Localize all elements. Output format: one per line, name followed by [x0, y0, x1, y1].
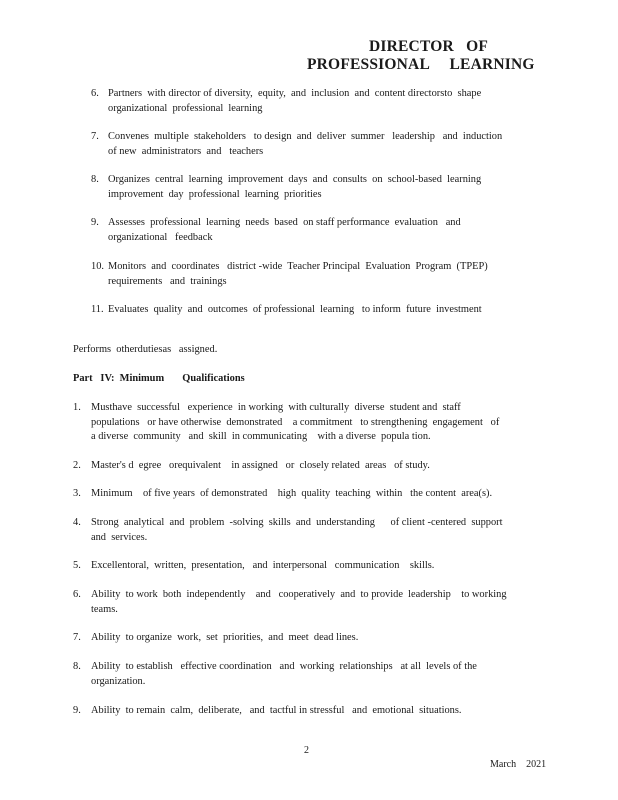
- footer-date: March 2021: [490, 759, 547, 770]
- item-line: organizational professional learning: [108, 102, 263, 114]
- item-line: Monitors and coordinates district -wide Teacher Principal Evaluation Program (TPEP): [108, 261, 488, 272]
- item-number: 5.: [73, 560, 81, 571]
- item-line: Ability to organize work, set priorities, and meet dead lines.: [91, 632, 359, 643]
- item-line: Ability to remain calm, deliberate, and tactful in stressful and emotional situations.: [91, 705, 462, 716]
- list-item: [73, 704, 462, 762]
- item-number: 2.: [73, 460, 81, 471]
- document-title-line-2: PROFESSIONAL LEARNING: [307, 56, 535, 73]
- item-line: Musthave successful experience in working with culturally diverse student and staff: [91, 402, 461, 413]
- item-line: and services.: [91, 531, 148, 543]
- item-number: 6.: [91, 88, 99, 99]
- item-number: 9.: [73, 705, 81, 716]
- item-line: organization.: [91, 675, 146, 687]
- other-duties-text: Performs otherdutiesas assigned.: [73, 344, 218, 355]
- item-line: a diverse community and skill in communicating with a diverse popula tion.: [91, 431, 431, 442]
- item-number: 6.: [73, 589, 81, 600]
- item-line: Assesses professional learning needs based on staff performance evaluation and: [108, 217, 461, 228]
- item-number: 7.: [73, 632, 81, 643]
- page-number: 2: [304, 745, 309, 756]
- item-line: Master's d egree orequivalent in assigned or closely related areas of study.: [91, 460, 430, 471]
- item-line: improvement day professional learning priorities: [108, 188, 322, 200]
- item-line: Ability to establish effective coordination and working relationships at all levels of the: [91, 661, 477, 672]
- document-title-line-1: DIRECTOR OF: [369, 38, 489, 55]
- item-line: of new administrators and teachers: [108, 145, 264, 157]
- item-number: 10.: [91, 261, 104, 272]
- item-number: 3.: [73, 488, 81, 499]
- section-heading-part-iv: Part IV: Minimum Qualifications: [73, 373, 245, 384]
- item-line: populations or have otherwise demonstrated a commitment to strengthening engagement of: [91, 416, 500, 428]
- item-number: 4.: [73, 517, 81, 528]
- item-line: Convenes multiple stakeholders to design and deliver summer leadership and induction: [108, 131, 503, 142]
- item-line: Ability to work both independently and cooperatively and to provide leadership to working: [91, 589, 507, 600]
- item-line: Strong analytical and problem -solving skills and understanding of client -centered support: [91, 517, 503, 528]
- item-line: Organizes central learning improvement days and consults on school-based learning: [108, 174, 482, 185]
- item-number: 7.: [91, 131, 99, 142]
- item-number: 11.: [91, 304, 104, 315]
- item-line: organizational feedback: [108, 231, 213, 243]
- item-line: Excellentoral, written, presentation, and interpersonal communication skills.: [91, 560, 435, 571]
- item-number: 8.: [91, 174, 99, 185]
- item-line: requirements and trainings: [108, 275, 227, 287]
- item-line: Minimum of five years of demonstrated high quality teaching within the content area(s).: [91, 488, 493, 499]
- item-number: 1.: [73, 402, 81, 413]
- item-line: Evaluates quality and outcomes of professional learning to inform future investment: [108, 304, 482, 315]
- item-number: 9.: [91, 217, 99, 228]
- item-number: 8.: [73, 661, 81, 672]
- item-line: teams.: [91, 603, 118, 615]
- item-line: Partners with director of diversity, equity, and inclusion and content directorsto shape: [108, 88, 482, 99]
